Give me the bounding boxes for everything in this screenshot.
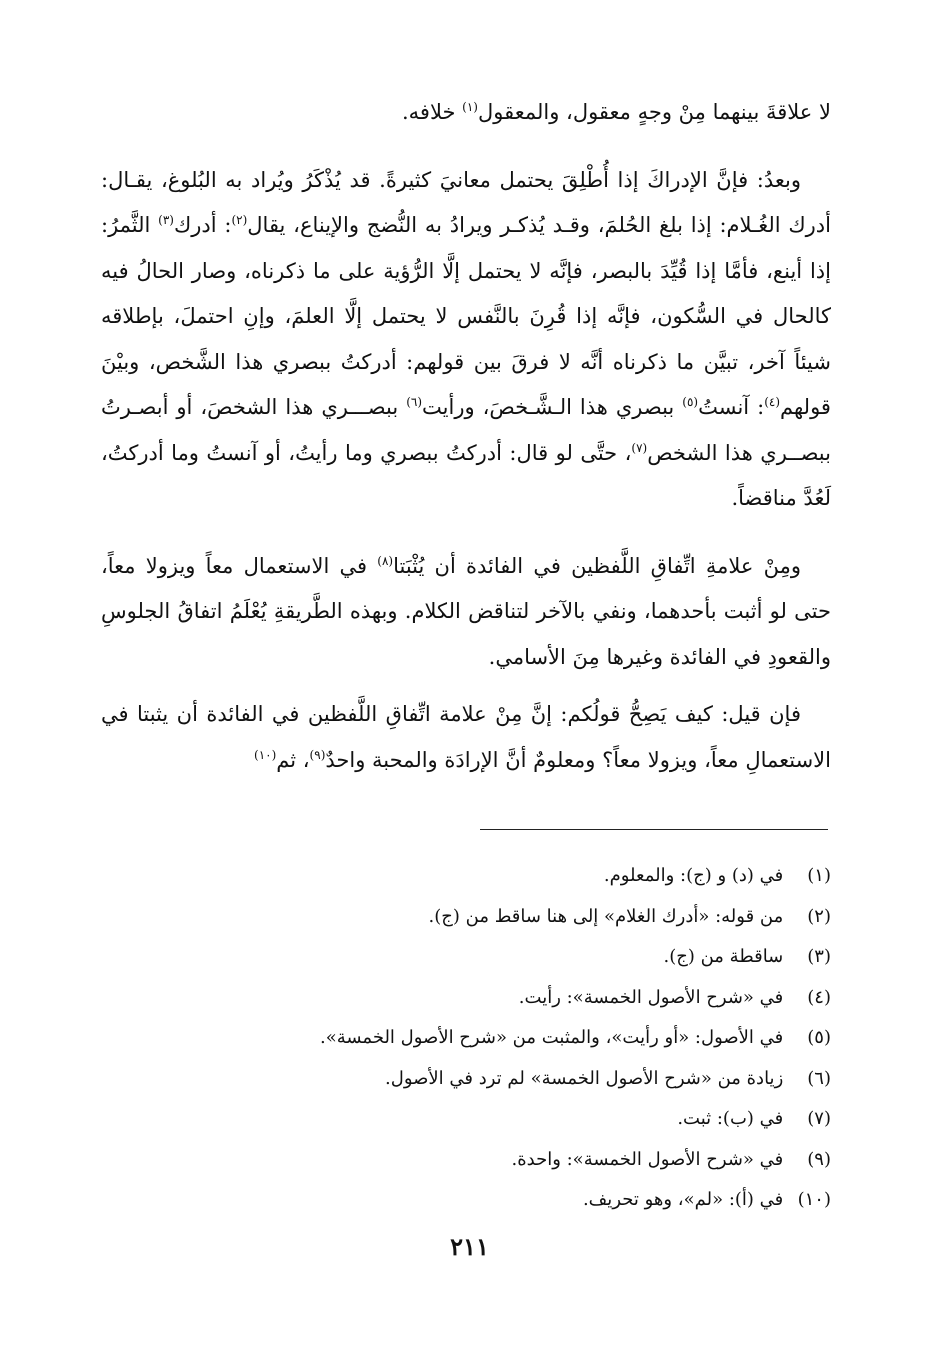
text-run: وبعدُ: فإنَّ الإدراكَ إذا أُطْلِقَ يحتمل معانيَ كثيرةً. قد يُذْكَرُ ويُراد به البُلوغ، يقـال: أدرك الغُـلام: إذا بلغ الحُلمَ، وقـد يُذكـر ويرادُ به النُّضج والإيناع، يقال: [101, 167, 831, 237]
text-run: ، ثم: [276, 747, 310, 772]
text-run: ببصري هذا الـشَّـخصَ، ورأيت: [422, 395, 683, 419]
footnote-text: في «شرح الأصول الخمسة»: رأيت.: [518, 986, 784, 1008]
footnote-item: [101, 978, 831, 1019]
text-run: لا علاقةَ بينهما مِنْ وجهٍ معقول، والمعقول: [477, 100, 831, 124]
text-run: : أدرك: [173, 213, 232, 237]
footnote-text: من قوله: «أدرك الغلام» إلى هنا ساقط من (ج).: [428, 905, 784, 927]
footnote-number: (٥): [807, 1027, 831, 1048]
footnote-item: [101, 1140, 831, 1181]
main-text: [101, 90, 831, 783]
paragraph-2: [101, 158, 831, 522]
footnote-mark: (٧): [631, 440, 648, 455]
text-run: الثَّمرُ: إذا أينع، فأمَّا إذا قُيِّدَ بالبصر، فإنَّه لا يحتمل إلَّا الرُّؤية على ما ذكرناه، وصار الحالُ فيه كالحال في السُّكون، فإنَّه إذا قُرِنَ بالنَّفس لا يحتمل إلَّا العلمَ، وإنِ احتملَ، بإطلاقه شيئاً آخر، تبيَّن ما ذكرناه أنَّه لا فرقَ بين قولهم: أدركتُ ببصري هذا الشَّخص، وبيْنَ قولهم: [101, 213, 832, 419]
text-run: ببصـــري هذا الشخصَ، أو أبصـرتُ ببصــري هذا الشخص: [101, 395, 831, 465]
footnotes: [101, 856, 831, 1221]
footnote-mark: (١): [462, 100, 478, 114]
footnote-number: (٧): [807, 1108, 831, 1129]
footnote-item: [101, 897, 831, 938]
footnote-text: في «شرح الأصول الخمسة»: واحدة.: [511, 1148, 784, 1170]
footnote-number: (١٠): [797, 1189, 831, 1210]
footnote-mark: (٥): [682, 395, 699, 409]
footnote-number: (٣): [807, 946, 831, 967]
footnote-number: (٩): [807, 1148, 831, 1170]
footnote-separator: [480, 829, 828, 830]
footnote-number: (٦): [807, 1067, 831, 1089]
footnote-text: ساقطة من (ج).: [663, 946, 784, 967]
text-run: ومِنْ علامةِ اتِّفاقِ اللَّفظين في الفائدة أن يُثْبَتا: [393, 553, 801, 578]
text-run: فإن قيل: كيف يَصِحُّ قولُكم: إنَّ مِنْ علامة اتِّفاقِ اللَّفظين في الفائدة أن يثبتا في الاستعمالِ معاً، ويزولا معاً؟ ومعلومٌ أنَّ الإرادَة والمحبة واحدٌ: [101, 702, 831, 772]
footnote-item: [101, 1018, 831, 1059]
text-run: خلافه.: [401, 100, 463, 124]
text-run: : آنستُ: [698, 395, 765, 419]
footnote-text: زيادة من «شرح الأصول الخمسة» لم ترد في الأصول.: [385, 1067, 784, 1089]
footnote-mark: (١٠): [254, 747, 277, 762]
footnote-mark: (٦): [406, 395, 423, 409]
footnote-text: في (د) و (ج): والمعلوم.: [603, 865, 784, 886]
footnote-number: (٤): [807, 986, 831, 1008]
footnote-item: [101, 1180, 831, 1221]
footnote-text: في الأصول: «أو رأيت»، والمثبت من «شرح الأصول الخمسة».: [319, 1027, 784, 1048]
footnote-mark: (٤): [764, 395, 781, 409]
text-run: في الاستعمال معاً ويزولا معاً، حتى لو أثبت بأحدهما، ونفي بالآخر لتناقض الكلام. وبهذه الطَّريقةِ يُعْلَمُ اتفاقُ الجلوسِ والقعودِ في الفائدة وغيرها مِنَ الأسامي.: [101, 553, 831, 669]
footnote-text: في (ب): ثبت.: [677, 1108, 784, 1129]
paragraph-1: [101, 90, 831, 136]
footnote-number: (٢): [807, 905, 831, 927]
footnote-item: [101, 856, 831, 897]
footnote-item: [101, 1099, 831, 1140]
footnote-mark: (٣): [158, 213, 174, 227]
footnote-mark: (٨): [377, 553, 394, 568]
footnote-mark: (٢): [231, 213, 248, 227]
footnote-item: [101, 1059, 831, 1100]
paragraph-3: [101, 544, 831, 681]
paragraph-4: [101, 692, 831, 783]
page-number: ٢١١: [450, 1232, 489, 1261]
footnote-item: [101, 937, 831, 978]
footnote-number: (١): [807, 865, 831, 886]
text-run: ، حتَّى لو قال: أدركتُ ببصري وما رأيتُ، أو آنستُ وما أدركتُ، لَعُدَّ مناقضاً.: [101, 440, 831, 510]
footnote-text: في (أ): «لم»، وهو تحريف.: [582, 1189, 784, 1210]
footnote-mark: (٩): [309, 747, 326, 762]
